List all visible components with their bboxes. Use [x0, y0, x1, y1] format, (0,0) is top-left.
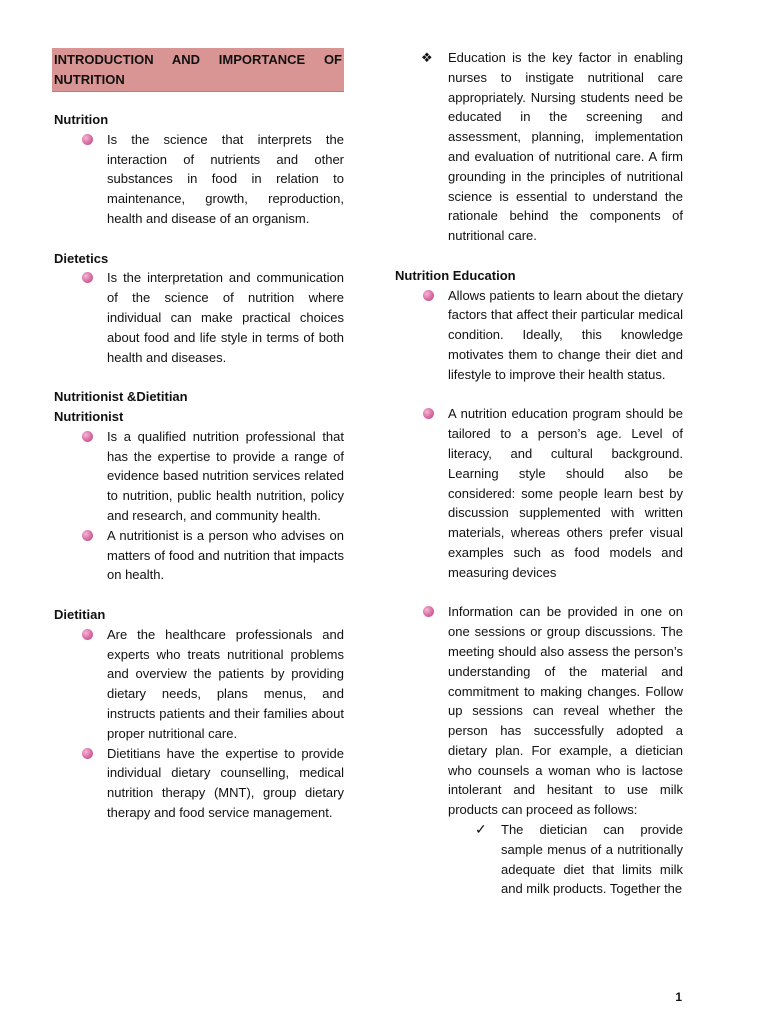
list-item: Is the interpretation and communication of the science of nutrition where individual can make practical choices about food and life style in terms of both health and diseases.: [52, 268, 344, 367]
heading-nutritionist-dietitian: Nutritionist &Dietitian: [54, 389, 188, 405]
list-item: ❖ Education is the key factor in enabling nurses to instigate nutritional care appropriately. Nursing students need be educated in the screening and assessment, planning, implementation and evaluation of nutritional care. A firm grounding in the principles of nutritional science is essential to understand the rationale behind the components of nutritional care.: [421, 50, 683, 244]
section-title-line1: INTRODUCTION AND IMPORTANCE OF: [54, 52, 342, 67]
pink-bullet-icon: [82, 530, 93, 541]
diamond-bullet-icon: ❖: [421, 50, 433, 65]
pink-bullet-icon: [423, 606, 434, 617]
pink-bullet-icon: [82, 272, 93, 283]
pink-bullet-icon: [423, 290, 434, 301]
heading-nutritionist: Nutritionist: [54, 408, 124, 424]
heading-dietitian: Dietitian: [54, 606, 106, 622]
list-item: Is a qualified nutrition professional that has the expertise to provide a range of evidence based nutrition services related to nutrition, public health nutrition, policy and research, and community health.: [52, 427, 344, 526]
pink-bullet-icon: [82, 134, 93, 145]
heading-nutrition: Nutrition: [54, 112, 109, 127]
section-title-line2: NUTRITION: [54, 72, 125, 87]
left-column: [52, 48, 344, 823]
list-item: A nutritionist is a person who advises on matters of food and nutrition that impacts on health.: [52, 526, 344, 585]
pink-bullet-icon: [82, 431, 93, 442]
pink-bullet-icon: [423, 408, 434, 419]
right-column: [393, 48, 683, 899]
page-number: 1: [675, 990, 682, 1004]
section-title: [52, 48, 344, 92]
list-item: Allows patients to learn about the dietary factors that affect their particular medical condition. Ideally, this knowledge motivates them to change their diet and lifestyle to improve their health status.: [393, 286, 683, 385]
heading-nutrition-education: Nutrition Education: [395, 267, 516, 283]
checkmark-icon: ✓: [475, 821, 487, 838]
list-item: Is the science that interprets the interaction of nutrients and other substances in food in relation to maintenance, growth, reproduction, health and disease of an organism.: [52, 130, 344, 229]
pink-bullet-icon: [82, 748, 93, 759]
pink-bullet-icon: [82, 629, 93, 640]
list-item: Are the healthcare professionals and experts who treats nutritional problems and overview the patients by providing dietary needs, plans menus, and instructs patients and their families about proper nutritional care.: [52, 625, 344, 744]
list-item: Dietitians have the expertise to provide individual dietary counselling, medical nutrition therapy (MNT), group dietary therapy and food service management.: [52, 744, 344, 823]
checklist-item: ✓ The dietician can provide sample menus of a nutritionally adequate diet that limits milk and milk products. Together the: [475, 821, 683, 897]
list-item: Information can be provided in one on one sessions or group discussions. The meeting should also assess the person’s understanding of the material and commitment to making changes. Follow up sessions can reveal whether the person has successfully adopted a dietary plan. For example, a dietician who counsels a woman who is lactose intolerant and hesitant to use milk products can proceed as follows:: [393, 602, 683, 820]
heading-dietetics: Dietetics: [54, 250, 109, 266]
list-item: A nutrition education program should be tailored to a person’s age. Level of literacy, and cultural background. Learning style should also be considered: some people learn best by discussion supplemented with written materials, whereas others prefer visual examples such as food models and measuring devices: [393, 404, 683, 582]
